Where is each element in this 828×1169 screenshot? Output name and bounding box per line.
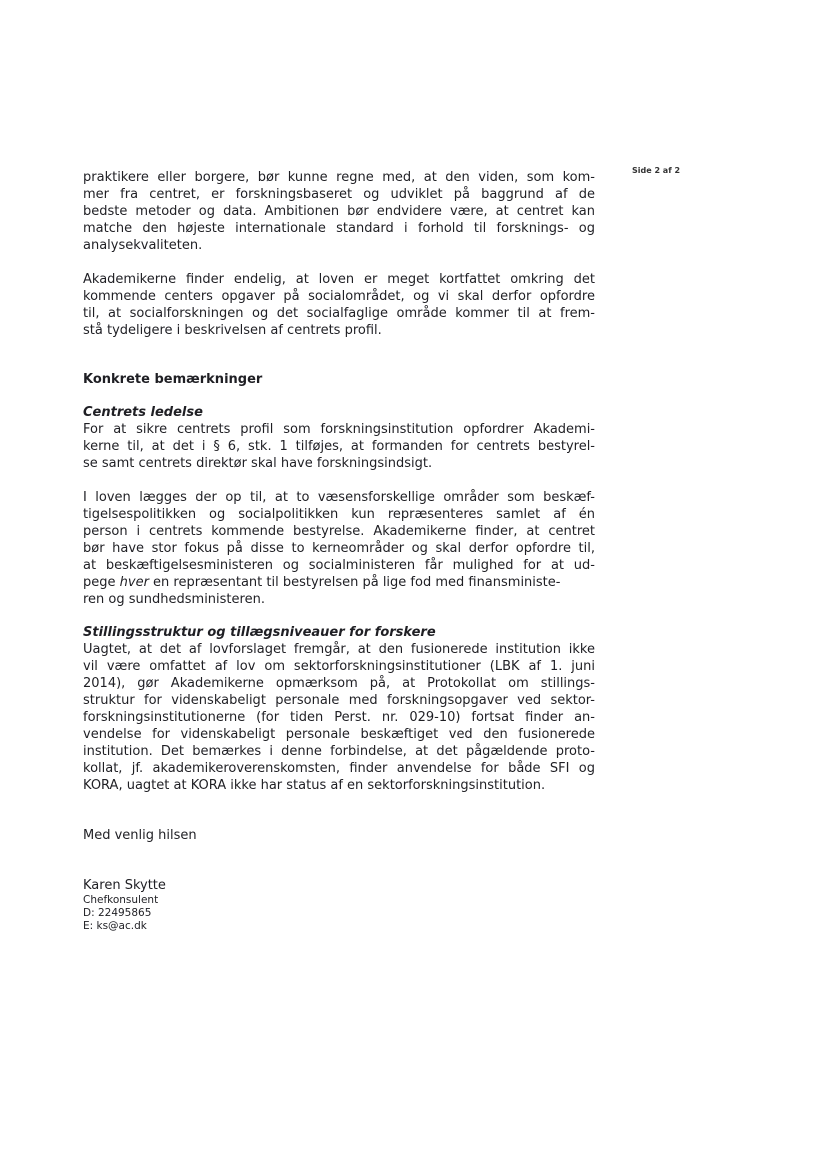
section-centrets-ledelse (83, 404, 595, 608)
subheading: Centrets ledelse (83, 405, 203, 420)
signature-phone: D: 22495865 (83, 907, 152, 919)
text-line: vendelse for videnskabeligt personale beskæftiget ved den fusionerede (83, 727, 595, 742)
text-line (83, 574, 595, 591)
emphasis: hver (119, 575, 149, 590)
text-line: ren og sundhedsministeren. (83, 592, 265, 607)
text-line: bør have stor fokus på disse to kerneområder og skal derfor opfordre til, (83, 541, 595, 556)
text-line: KORA, uagtet at KORA ikke har status af en sektorforskningsinstitution. (83, 778, 546, 793)
section-stillingsstruktur (83, 624, 595, 794)
text: en repræsentant til bestyrelsen på lige fod med finansministe- (148, 575, 561, 590)
text-line: person i centrets kommende bestyrelse. Akademikerne finder, at centret (83, 524, 595, 539)
signature-email: E: ks@ac.dk (83, 920, 147, 932)
text-line: kommende centers opgaver på socialområdet, og vi skal derfor opfordre (83, 289, 595, 304)
text-line: 2014), gør Akademikerne opmærksom på, at Protokollat om stillings- (83, 676, 595, 691)
text-line: struktur for videnskabeligt personale med forskningsopgaver ved sektor- (83, 693, 595, 708)
subheading: Stillingsstruktur og tillægsniveauer for forskere (83, 625, 436, 640)
text-line: mer fra centret, er forskningsbaseret og udviklet på baggrund af de (83, 187, 595, 202)
text: pege (83, 575, 120, 590)
text-line: kerne til, at det i § 6, stk. 1 tilføjes, at formanden for centrets bestyrel- (83, 439, 595, 454)
text-line: bedste metoder og data. Ambitionen bør endvidere være, at centret kan (83, 204, 595, 219)
signature-title: Chefkonsulent (83, 894, 159, 906)
signature (83, 877, 595, 933)
text-line: matche den højeste internationale standard i forhold til forsknings- og (83, 221, 595, 236)
text-line: forskningsinstitutionerne (for tiden Perst. nr. 029-10) fortsat finder an- (83, 710, 595, 725)
paragraph-social-area (83, 271, 595, 339)
text-line: at beskæftigelsesministeren og socialministeren får mulighed for at ud- (83, 558, 595, 573)
text-line: vil være omfattet af lov om sektorforskningsinstitutioner (LBK af 1. juni (83, 659, 595, 674)
text-line: institution. Det bemærkes i denne forbindelse, at det pågældende proto- (83, 744, 595, 759)
signature-name: Karen Skytte (83, 878, 166, 893)
text-line: I loven lægges der op til, at to væsensforskellige områder som beskæf- (83, 490, 595, 505)
text-line: analysekvaliteten. (83, 238, 203, 253)
section-heading: Konkrete bemærkninger (83, 372, 263, 387)
text-line: stå tydeligere i beskrivelsen af centrets profil. (83, 323, 382, 338)
text-line: praktikere eller borgere, bør kunne regne med, at den viden, som kom- (83, 170, 595, 185)
paragraph-research-quality (83, 169, 595, 254)
text-line: tigelsespolitikken og socialpolitikken kun repræsenteres samlet af én (83, 507, 595, 522)
text-line: kollat, jf. akademikeroverenskomsten, finder anvendelse for både SFI og (83, 761, 595, 776)
page-number: Side 2 af 2 (632, 166, 681, 175)
text-line: Akademikerne finder endelig, at loven er meget kortfattet omkring det (83, 272, 595, 287)
text-line: Uagtet, at det af lovforslaget fremgår, at den fusionerede institution ikke (83, 642, 595, 657)
text-line: til, at socialforskningen og det socialfaglige område kommer til at frem- (83, 306, 595, 321)
text-line: For at sikre centrets profil som forskningsinstitution opfordrer Akademi- (83, 422, 595, 437)
text-line: se samt centrets direktør skal have forskningsindsigt. (83, 456, 433, 471)
closing: Med venlig hilsen (83, 828, 197, 843)
